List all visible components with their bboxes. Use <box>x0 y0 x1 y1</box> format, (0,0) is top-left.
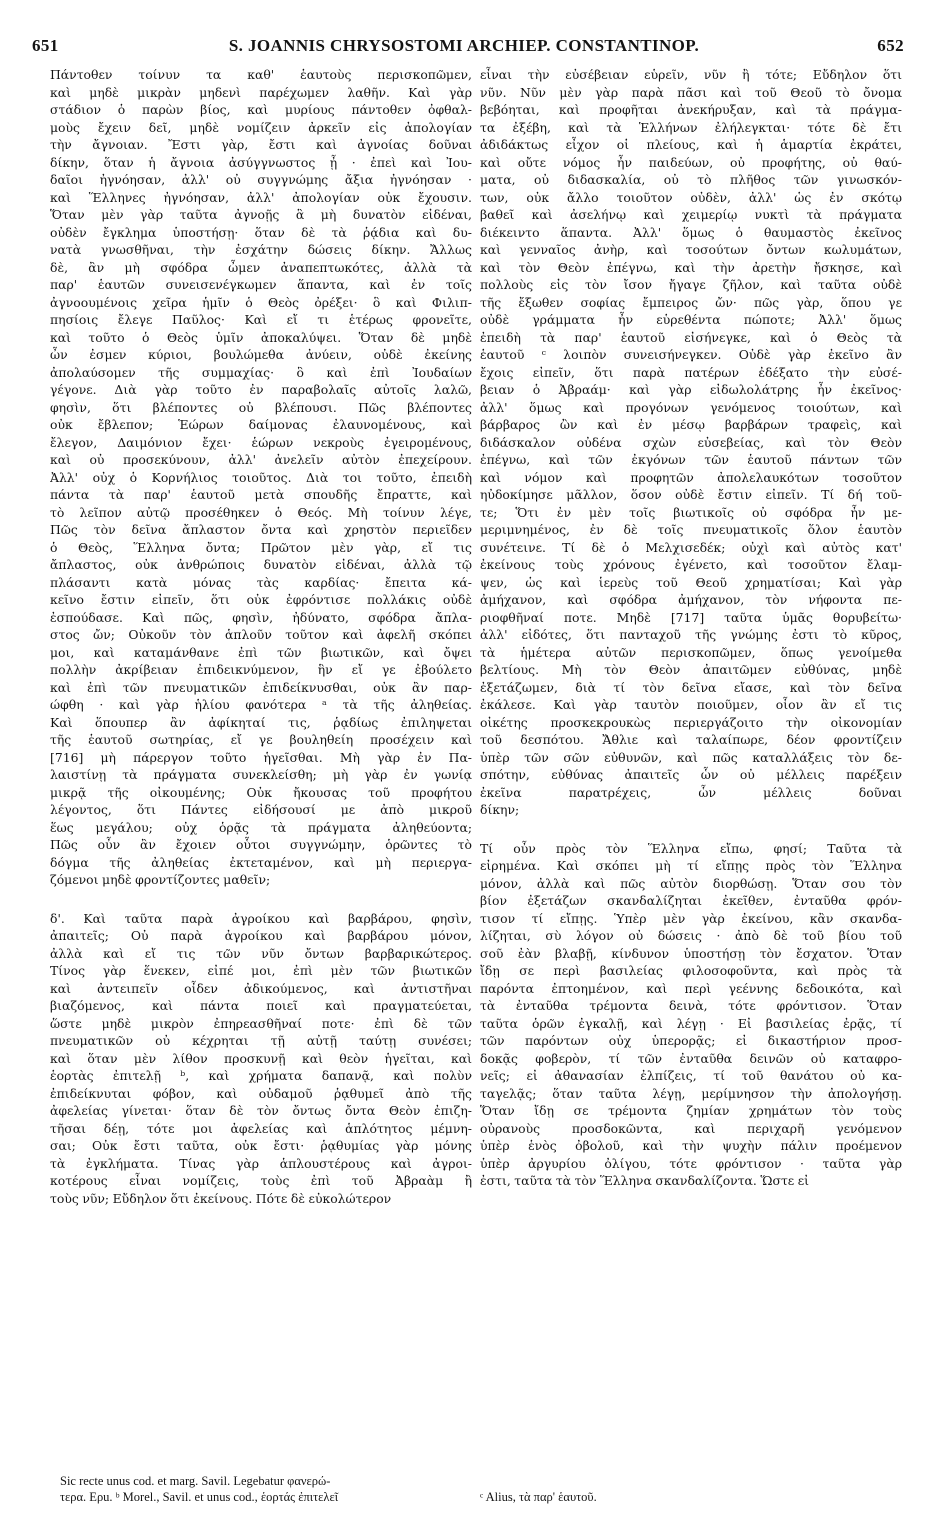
text-line: πολλοὺς εἰς τὸν ἴσον ἤγαγε ζῆλον, καὶ ταῦτα οὐδὲ <box>480 277 902 292</box>
footnote-left <box>60 1473 460 1505</box>
text-line: ώφθη · καὶ γὰρ ἡλίου φανότερα ᵃ τὰ τῆς ἀληθείας. <box>50 697 472 712</box>
text-line: πλάσαντι κατὰ μόνας τὰς καρδίας· ἔπειτα κά- <box>50 574 472 590</box>
text-line: εἰρημένα. Καὶ σκόπει μὴ τί εἴπῃς πρὸς τὸν Ἕλληνα <box>480 858 902 873</box>
text-line: παρ' ἑαυτῶν συνεισενέγκωμεν ἅπαντα, καὶ ἐν τοῖς <box>50 277 472 292</box>
text-line: Πῶς τὸν δεῖνα ἄπλαστον ὄντα καὶ χρηστὸν περιεῖδεν <box>50 522 472 537</box>
text-line: πάντα τὰ παρ' ἑαυτοῦ μετὰ σπουδῆς ἔπραττε, καὶ <box>50 487 472 502</box>
text-line: διέκειντο ἅπαντα. Ἀλλ' ὅμως ὁ θαυμαστὸς ἐκεῖνος <box>480 224 902 240</box>
text-line: Ὅταν μὲν γὰρ ταῦτα ἀγνοῇς ἃ μὴ δυνατὸν εἰδέναι, <box>50 207 472 222</box>
text-line: κοτέρους εἶναι νομίζεις, τοὺς ἐπὶ τοῦ Ἀβραὰμ ἢ <box>50 1173 472 1188</box>
footnote-line: τερα. Ερu. ᵇ Morel., Savil. et unus cod., ἑορτάς ἐπιτελεῖ <box>60 1490 339 1504</box>
text-line: λίζηται, σὺ λόγον οὐ δώσεις · ἀπὸ δὲ τοῦ βίου τοῦ <box>480 928 902 943</box>
text-line: ὁ Θεὸς, Ἕλληνα ὄντα; Πρῶτον μὲν γὰρ, εἴ τις <box>50 539 472 555</box>
text-line: νῦν. Νῦν μὲν γὰρ παρὰ πᾶσι καὶ τοῦ Θεοῦ τὸ ὄνομα <box>480 84 902 100</box>
text-line: τὰ ἐνταῦθα τρέμοντα δεινὰ, τότε φρόντισον. Ὅταν <box>480 998 902 1013</box>
text-line: δόγμα τῆς ἀληθείας ἐκτεταμένον, καὶ μὴ περιεργα- <box>50 854 472 870</box>
text-line: τῆσαι δέῃ, τότε μοι ἀφελείας καὶ ἁπλότητος μέμνη- <box>50 1120 472 1136</box>
text-line: καὶ ἀντειπεῖν οἶδεν ἀδικούμενος, καὶ ἀντιστῆναι <box>50 980 472 996</box>
text-line: ἀλλ' ὅμως καὶ προγόνων γενόμενος τοιούτων, καὶ <box>480 399 902 415</box>
text-line: τε; Ὅτι ἐν μὲν τοῖς βιωτικοῖς οὐ σφόδρα ἦν με- <box>480 504 902 520</box>
text-line: ἀλλ' εἰδότες, ὅτι πανταχοῦ τῆς γνώμης ἐστι τὸ κῦρος, <box>480 627 902 642</box>
text-line: καὶ μηδὲ μικρὰν μηδενὶ παρέχωμεν λαθῆν. Καὶ γὰρ <box>50 84 472 100</box>
text-line: οὐκ ἔβλεπον; Ἑώρων δαίμονας ἐλαυνομένους, καὶ <box>50 417 472 432</box>
text-line: ριοφθῆναί ποτε. Μηδὲ [717] ταῦτα ὑμᾶς θορυβείτω· <box>480 609 902 625</box>
text-line: βίον ἐξετάζων σκανδαλίζηται ἐκεῖθεν, ἐνταῦθα φρόν- <box>480 893 902 908</box>
page-number-left: 651 <box>32 36 59 55</box>
text-line: ἐκάλεσε. Καὶ γὰρ ταυτὸν ποιοῦμεν, οἷον ἂν εἴ τις <box>480 697 902 712</box>
text-line: σπότην, εὐθύνας ἀπαιτεῖς ὧν οὐ μέλλεις παρέξειν <box>480 767 902 782</box>
text-line: ἐπιδείκνυται φόβον, καὶ οὐδαμοῦ ῥᾳθυμεῖ ἀπὸ τῆς <box>50 1085 472 1101</box>
text-line: ἀγνοουμένοις χεῖρα ἡμῖν ὁ Θεὸς ὀρέξει· ὃ καὶ Φιλιπ- <box>50 294 472 310</box>
text-line: φησὶν, ὅτι βλέποντες οὐ βλέπουσι. Πῶς βλέποντες <box>50 399 472 415</box>
text-line: εἶναι τὴν εὐσέβειαν εὑρεῖν, νῦν ἢ τότε; Εὔδηλον ὅτι <box>480 67 902 82</box>
text-line: ταγελᾷς; ὅταν ταῦτα λέγῃ, μερίμνησον τὴν ἀπολογήσῃ. <box>480 1085 902 1101</box>
text-line: καὶ ὅταν μὲν λίθον προσκυνῇ καὶ θεὸν ἡγεῖται, καὶ <box>50 1050 472 1066</box>
text-line: ἑορτὰς ἐπιτελῇ ᵇ, καὶ χρήματα δαπανᾷ, καὶ πολὺν <box>50 1068 472 1083</box>
text-line: ζόμενοι μηδὲ φροντίζοντες μαθεῖν; <box>50 872 271 887</box>
page-number-right: 652 <box>877 36 904 55</box>
text-line: ἀφελείας γίνεται· ὅταν δὲ τὸν ὄντως ὄντα Θεὸν ἐπιζη- <box>50 1103 472 1118</box>
text-line: λέγοντος, ὅτι Πάντες εἰδήσουσί με ἀπὸ μικροῦ <box>50 802 472 817</box>
text-line: βάρβαρος ὢν καὶ ἐν μέσῳ βαρβάρων τραφεὶς, καὶ <box>480 417 902 432</box>
text-line: ἀμήχανον, καὶ σφόδρα ἀμήχανον, τὸν νήφοντα πε- <box>480 592 902 607</box>
text-line: οὐδὲ γράμματα ἦν εὑρεθέντα πώποτε; Ἀλλ' ὅμως <box>480 312 902 327</box>
text-line: δοκᾷς φοβερὸν, τί τῶν ἐνταῦθα δεινῶν οὐ καταφρο- <box>480 1050 902 1066</box>
text-line: καὶ νόμον καὶ προφητῶν ἀπολελαυκότων τοσοῦτον <box>480 469 902 485</box>
text-line: ψεν, ὡς καὶ ἱερεὺς τοῦ Θεοῦ χρηματίσαι; Καὶ γὰρ <box>480 574 902 590</box>
text-line: ἐσπούδασε. Καὶ πῶς, φησὶν, ἠδύνατο, σφόδρα ἄπλα- <box>50 609 472 625</box>
text-line: τὴν ἄγνοιαν. Ἔστι γὰρ, ἔστι καὶ ἀγνοίας δοῦναι <box>50 137 472 152</box>
text-line: Ἀλλ' οὐχ ὁ Κορνήλιος τοιοῦτος. Διὰ τοι τοῦτο, ἐπειδὴ <box>50 469 472 485</box>
text-line: τῆς ἑαυτοῦ σωτηρίας, εἴ γε βουληθείη προσέχειν καὶ <box>50 732 472 747</box>
text-line: γέγονε. Διὰ γὰρ τοῦτο ἐν παραβολαῖς αὐτοῖς λαλῶ, <box>50 382 472 397</box>
footnote-right: ᶜ Alius, τὰ παρ' ἑαυτοῦ. <box>480 1490 597 1504</box>
text-line: καὶ τὸν Θεὸν ἐπέγνω, καὶ τὴν ἀρετὴν ἤσκησε, καὶ <box>480 259 902 275</box>
text-line: διδάσκαλον οὐδένα σχὼν εὐσεβείας, καὶ τὸν Θεὸν <box>480 434 902 450</box>
text-line: Καὶ ὅπουπερ ἂν ἀφίκηταί τις, ῥᾳδίως ἐπιληψεται <box>50 714 472 730</box>
text-line: ἴδῃ σε περὶ βασιλείας φιλοσοφοῦντα, καὶ πρὸς τὰ <box>480 963 902 978</box>
text-line: ἐπέγνω, καὶ τῶν ἐκγόνων τῶν ἑαυτοῦ πάντων τῶν <box>480 452 902 467</box>
text-line: βεβόηται, καὶ προφῆται ἀνεκήρυξαν, καὶ τὰ πράγμα- <box>480 102 902 117</box>
paragraph-gap <box>480 819 902 840</box>
text-line: ὦν ἐσμεν κύριοι, βουλώμεθα ἀνύειν, οὐδὲ ἐκείνης <box>50 347 472 362</box>
text-line: Πάντοθεν τοίνυν τα καθ' ἑαυτοὺς περισκοπῶμεν, <box>50 67 472 82</box>
text-line: ἀπολαύσομεν τῆς συμμαχίας· ὃ καὶ ἐπὶ Ἰουδαίων <box>50 364 472 380</box>
text-line: Ὅταν ἴδῃ σε τρέμοντα ζημίαν χρημάτων τὸν τοὺς <box>480 1103 902 1118</box>
text-line: τὸ λεῖπον αὐτῷ προσέθηκεν ὁ Θεός. Μὴ τοίνυν λέγε, <box>50 504 472 520</box>
text-line: ὑπὲρ ἀργυρίου ὀλίγου, τότε φρόντισον · ταῦτα γὰρ <box>480 1155 902 1171</box>
paragraph-gap <box>50 889 472 910</box>
text-line: πησίοις ἔλεγε Παῦλος· Καὶ εἴ τι ἑτέρως φρονεῖτε, <box>50 312 472 327</box>
text-line: ἑαυτοῦ ᶜ λοιπὸν συνεισήνεγκεν. Οὐδὲ γὰρ ἐκεῖνο ἂν <box>480 347 902 362</box>
footnote-line: Sic recte unus cod. et marg. Savil. Legebatur φανερώ- <box>60 1474 331 1488</box>
text-line: καὶ τοῦτο ὁ Θεὸς ὑμῖν ἀποκαλύψει. Ὅταν δὲ μηδὲ <box>50 329 472 345</box>
text-line: ὥστε μηδὲ μικρὸν ἐπηρεασθῆναί ποτε· ἐπὶ δὲ τῶν <box>50 1015 472 1031</box>
text-line: [716] μὴ πάρεργον τοῦτο ἡγεῖσθαι. Μὴ γὰρ ἐν Πα- <box>50 749 472 765</box>
text-line: μοι, καὶ καταμάνθανε ἐπὶ τῶν βιωτικῶν, καὶ ὄψει <box>50 644 472 660</box>
text-line: ἔχοις εἰπεῖν, ὅτι παρὰ πατέρων ἐδέξατο τὴν εὐσέ- <box>480 364 902 380</box>
text-line: ἀδιδάκτως εἶχον οἱ πλείους, καὶ ἡ ἁμαρτία ἐκράτει, <box>480 137 902 152</box>
text-line: νεῖς; εἰ ἀθανασίαν ἐλπίζεις, τί τοῦ θανάτου οὐ κα- <box>480 1068 902 1083</box>
text-line: ματα, οὐ διδασκαλία, οὐ τὸ πλῆθος τῶν γινωσκόν- <box>480 172 902 187</box>
text-line: μόνον, ἀλλὰ καὶ πῶς αὐτὸν διορθώσῃ. Ὅταν σου τὸν <box>480 875 902 891</box>
right-text-column <box>480 66 902 1190</box>
text-line: δ'. Καὶ ταῦτα παρὰ ἀγροίκου καὶ βαρβάρου, φησὶν, <box>50 910 472 926</box>
text-line: τὰ ἐγκλήματα. Τίνας γὰρ ἁπλουστέρους καὶ ἀγροι- <box>50 1155 472 1171</box>
text-line: ηὐδοκίμησε μᾶλλον, ὅσον οὐδὲ ἔστιν εἰπεῖν. Τί δή τοῦ- <box>480 487 902 502</box>
text-line: καὶ οὔτε νόμος ἦν παιδεύων, οὐ προφήτης, οὐ θαύ- <box>480 154 902 170</box>
text-line: στος ὤν; Οὐκοῦν τὸν ἁπλοῦν τοῦτον καὶ ἀφελῆ σκόπει <box>50 627 472 642</box>
text-line: νατὰ γνωσθῆναι, τὴν ἐσχάτην δώσεις δίκην. Ἄλλως <box>50 242 472 257</box>
text-line: σαι; Οὐκ ἔστι ταῦτα, οὐκ ἔστι· ῥᾳθυμίας γὰρ μόνης <box>50 1138 472 1153</box>
running-header <box>24 36 904 58</box>
text-line: ἐστι, ταῦτα τὰ τὸν Ἕλληνα σκανδαλίζοντα. Ὥστε εἰ <box>480 1173 810 1188</box>
text-line: τῆς ἔξωθεν σοφίας ἔμπειρος ὤν· πῶς γὰρ, ὅπου γε <box>480 294 902 310</box>
text-line: καὶ οὐ προσεκύνουν, ἀλλ' ἀνελεῖν αὐτὸν ἐπεχείρουν. <box>50 452 472 467</box>
text-line: συνέτεινε. Τί δὲ ὁ Μελχισεδέκ; οὐχὶ καὶ αὐτὸς κατ' <box>480 539 902 555</box>
text-line: δίκην; <box>480 802 520 817</box>
text-line: ἕως μεγάλου; οὐχ ὁρᾷς τὰ πράγματα ἀληθεύοντα; <box>50 819 472 835</box>
text-line: στάδιον ὁ παρὼν βίος, καὶ μυρίους πάντοθεν ὀφθαλ- <box>50 102 472 117</box>
text-line: Πῶς οὖν ἂν ἔχοιεν οὗτοι συγγνώμην, ὁρῶντες τὸ <box>50 837 472 852</box>
text-line: ὑπὲρ ἑνὸς ὀβολοῦ, καὶ τὴν ψυχὴν πάλιν προέμενον <box>480 1138 902 1153</box>
text-line: μοὺς ἔχειν δεῖ, μηδὲ νομίζειν ἀρκεῖν εἰς ἀπολογίαν <box>50 119 472 135</box>
text-line: βαθεῖ καὶ ἀσελήνῳ καὶ χειμερίῳ νυκτὶ τὰ πράγματα <box>480 207 902 222</box>
text-line: Τίνος γὰρ ἕνεκεν, εἰπέ μοι, ἐπὶ μὲν τῶν βιωτικῶν <box>50 963 472 978</box>
text-line: των, οὐκ ἄλλο τοιοῦτον οὐδὲν, ἀλλ' ὡς ἐν σκότῳ <box>480 189 902 205</box>
text-line: παρόντα ἐπτοημένον, καὶ περὶ γεέννης δεδοικότα, καὶ <box>480 980 902 996</box>
text-line: δαῖοι ἠγνόησαν, ἀλλ' οὐ συγγνώμης ἄξια ἠγνόησαν · <box>50 172 472 187</box>
text-line: δίκην, ὅταν ἡ ἄγνοια ἀσύγγνωστος ᾖ · ἐπεὶ καὶ Ἰου- <box>50 154 472 170</box>
text-line: οὐδὲν ἔγκλημα ὑποστήσῃ· ὅταν δὲ τὰ ῥᾴδια καὶ δυ- <box>50 224 472 240</box>
text-line: κεῖνο ἔστιν εἰπεῖν, ὅτι οὐκ ἐφρόντισε πολλάκις οὐδὲ <box>50 592 472 607</box>
text-line: τὰ ἡμέτερα αὐτῶν περισκοπῶμεν, ὅπως γενοίμεθα <box>480 644 902 660</box>
text-line: ἀλλὰ καὶ εἴ τις τῶν νῦν ὄντων βαρβαρικώτερος. <box>50 945 472 961</box>
text-line: ἐκεῖνα παρατρέχεις, ὧν μέλλεις δοῦναι <box>480 784 902 800</box>
text-line: ἐπειδὴ τὰ παρ' ἑαυτοῦ εἰσήνεγκε, καὶ ὁ Θεὸς τὰ <box>480 329 902 345</box>
text-line: οἰκέτης προσκεκρουκὼς περιεργάζοιτο τὴν οἰκονομίαν <box>480 714 902 730</box>
text-line: βιαζόμενος, καὶ πάντα ποιεῖ καὶ πραγματεύεται, <box>50 998 472 1013</box>
text-line: τοὺς νῦν; Εὔδηλον ὅτι ἐκείνους. Πότε δὲ εὐκολώτερον <box>50 1190 392 1206</box>
text-line: καὶ ἐπὶ τῶν πνευματικῶν ἐπιδείκνυσθαι, οὐκ ἂν παρ- <box>50 679 472 695</box>
text-line: ἔλεγον, Δαιμόνιον ἔχει· ἑώρων νεκροὺς ἐγειρομένους, <box>50 434 472 450</box>
text-line: μεριμνημένος, ἐν δὲ τοῖς πνευματικοῖς ὅλον ἑαυτὸν <box>480 522 902 537</box>
left-text-column <box>50 66 472 1207</box>
text-line: βειαν ὁ Ἀβραάμ· καὶ γὰρ εἰδωλολάτρης ἦν ἐκεῖνος· <box>480 382 902 397</box>
text-line: οὐρανοὺς προσδοκῶντα, καὶ περιχαρῆ γενόμενον <box>480 1120 902 1136</box>
text-line: ταῦτα ὁρῶν ἐγκαλῇ, καὶ λέγῃ · Εἰ βασιλείας ἐρᾷς, τί <box>480 1015 902 1031</box>
running-title: S. JOANNIS CHRYSOSTOMI ARCHIEP. CONSTANTINOP. <box>228 36 700 55</box>
text-line: τῶν παρόντων οὐχ ὑπερορᾷς; εἰ δικαστήριον προσ- <box>480 1033 902 1048</box>
text-line: ὑπὲρ τῶν σῶν εὐθυνῶν, καὶ πῶς καταλλάξεις τὸν δε- <box>480 749 902 765</box>
text-line: Τί οὖν πρὸς τὸν Ἕλληνα εἴπω, φησί; Ταῦτα τὰ <box>480 840 902 856</box>
text-line: τοῦ δεσπότου. Ἄθλιε καὶ ταλαίπωρε, δέον φροντίζειν <box>480 732 902 747</box>
text-line: καὶ γενναῖος ἀνὴρ, καὶ τοσούτων ὄντων κωλυμάτων, <box>480 242 902 257</box>
text-line: ἐκείνους τοὺς χρόνους ἐγένετο, καὶ τοσοῦτον ἔλαμ- <box>480 557 902 572</box>
text-line: καὶ Ἕλληνες ἠγνόησαν, ἀλλ' ἀπολογίαν οὐκ ἔχουσιν. <box>50 189 472 205</box>
text-line: λαιστίνῃ τὰ πράγματα συνεκλείσθη; μὴ γὰρ ἐν γωνίᾳ <box>50 767 472 782</box>
text-line: ἐξετάζωμεν, διὰ τί τὸν δεῖνα εἴασε, καὶ τὸν δεῖνα <box>480 679 902 695</box>
text-line: τα ἐξέβη, καὶ τὰ Ἑλλήνων ἐλήλεγκται· τότε δὲ ἔτι <box>480 119 902 135</box>
text-line: τισον τί εἴπῃς. Ὑπὲρ μὲν γὰρ ἐκείνου, κἂν σκανδα- <box>480 910 902 926</box>
text-line: μικρᾷ τῆς οἰκουμένης; Οὐκ ἤκουσας τοῦ προφήτου <box>50 784 472 800</box>
text-line: βελτίους. Μὴ τὸν Θεὸν ἀπαιτῶμεν εὐθύνας, μηδὲ <box>480 662 902 677</box>
text-line: ἄπλαστος, οὐκ ἀνθρώποις δυνατὸν εἰδέναι, ἀλλὰ τῷ <box>50 557 472 572</box>
text-line: δὲ, ἂν μὴ σφόδρα ὦμεν ἀναπεπτωκότες, ἀλλὰ τὰ <box>50 259 472 275</box>
text-line: σοῦ ἐὰν βλαβῇ, κίνδυνον ὑποστήσῃ τὸν ἔσχατον. Ὅταν <box>480 945 902 961</box>
text-line: πνευματικῶν οὐ κέχρηται τῇ αὐτῇ ταύτῃ συνέσει; <box>50 1033 472 1048</box>
text-line: πολλὴν ἀκρίβειαν ἐπιδεικνύμενον, ἣν εἴ γε ἐβούλετο <box>50 662 472 677</box>
text-line: ἀπαιτεῖς; Οὐ παρὰ ἀγροίκου καὶ βαρβάρου μόνον, <box>50 928 472 943</box>
